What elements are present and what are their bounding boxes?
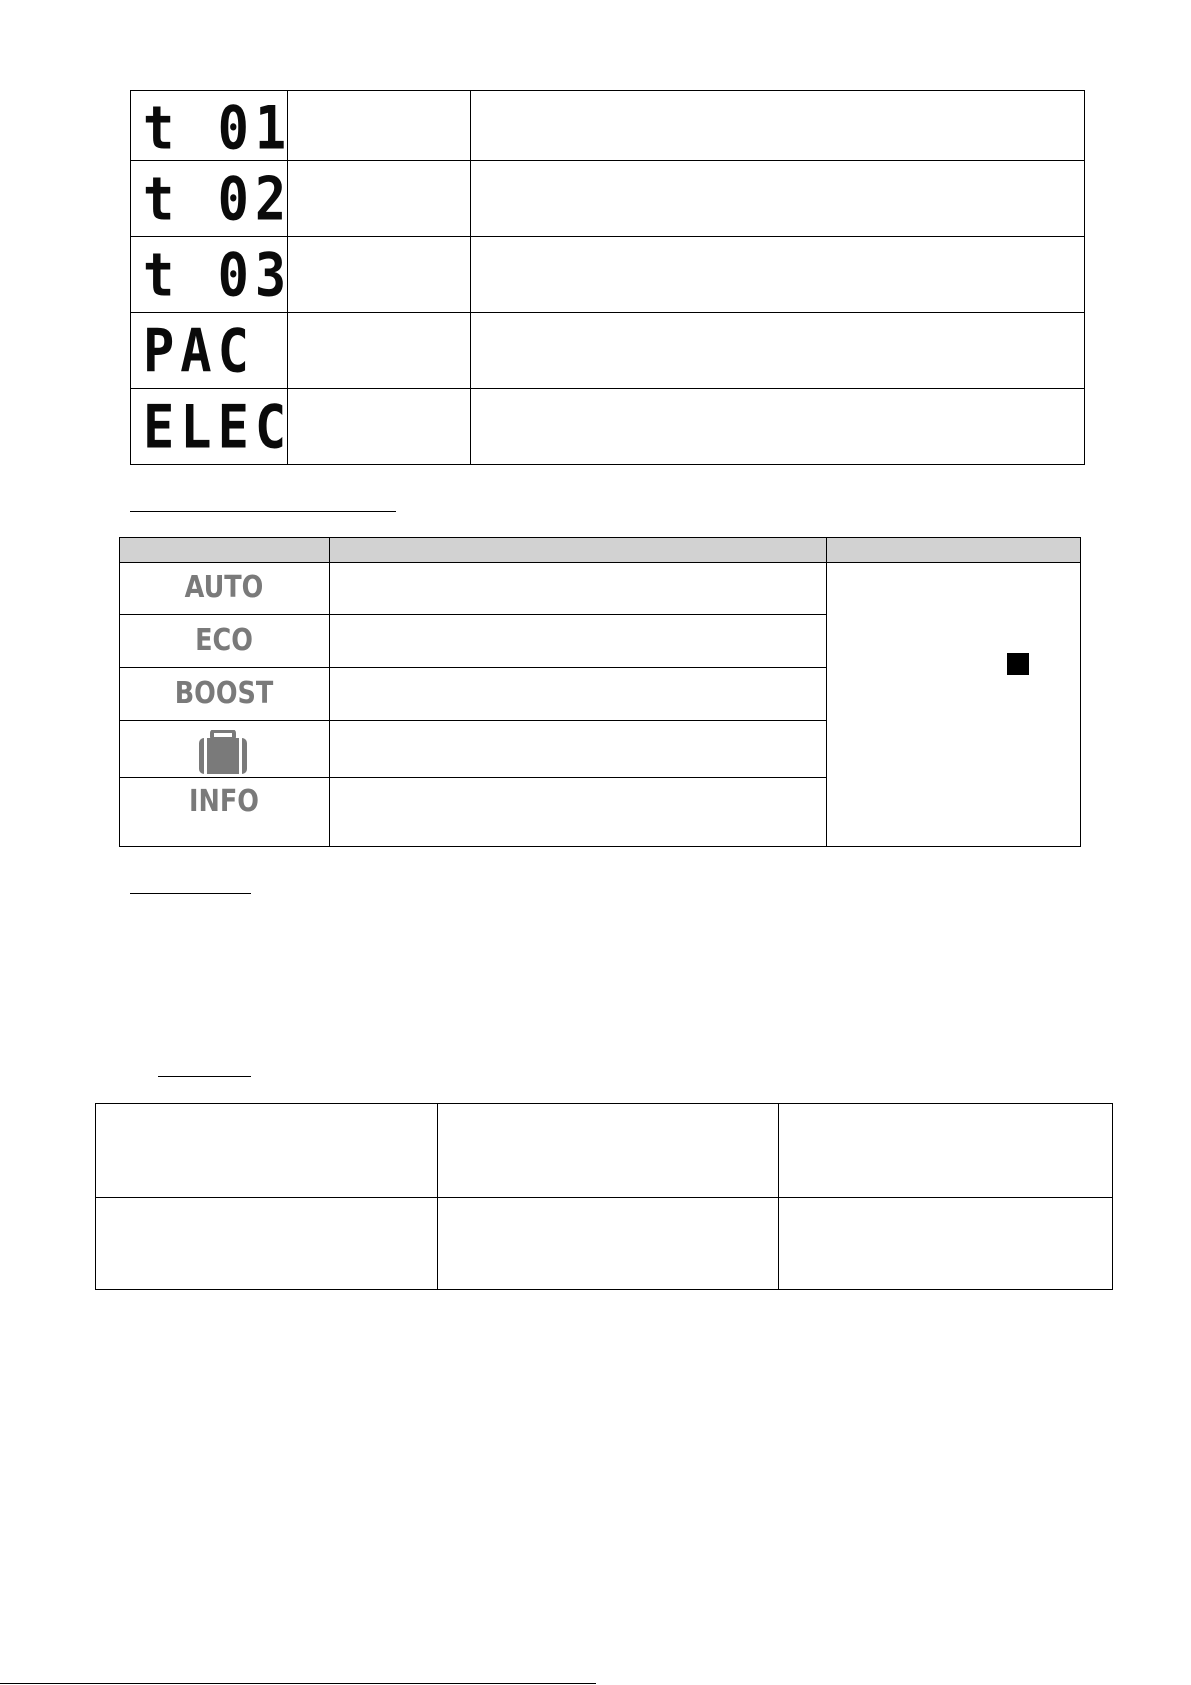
column-divider [470, 91, 471, 464]
suitcase-icon [195, 730, 251, 775]
lcd-code-table [130, 90, 1085, 465]
row-divider [120, 667, 826, 668]
table-row [131, 91, 1084, 164]
table-row [131, 160, 1084, 237]
lcd-code: PAC [143, 317, 255, 387]
auto-mode-label: AUTO [184, 570, 264, 605]
table-header-row [120, 538, 1080, 563]
column-divider [287, 91, 288, 464]
eco-mode-label: ECO [195, 623, 253, 658]
row-divider [120, 777, 826, 778]
lcd-code: t 01 [143, 94, 293, 164]
table-row [131, 388, 1084, 465]
info-mode-label: INFO [189, 784, 259, 819]
row-divider [96, 1197, 1112, 1198]
section-heading-underline [158, 1076, 251, 1077]
lcd-code: t 02 [143, 165, 293, 235]
column-divider [826, 538, 827, 846]
blank-grid-table [95, 1103, 1113, 1290]
footnote-separator [0, 1683, 596, 1684]
modes-table [119, 537, 1081, 847]
lcd-code: t 03 [143, 241, 293, 311]
row-divider [120, 720, 826, 721]
column-divider [329, 538, 330, 846]
boost-mode-label: BOOST [174, 676, 274, 711]
table-row [131, 236, 1084, 313]
table-row [131, 312, 1084, 389]
row-divider [120, 614, 826, 615]
square-bullet-icon [1007, 653, 1029, 675]
lcd-code: ELEC [143, 393, 293, 463]
section-heading-underline [130, 893, 251, 894]
section-heading-underline [130, 511, 396, 512]
